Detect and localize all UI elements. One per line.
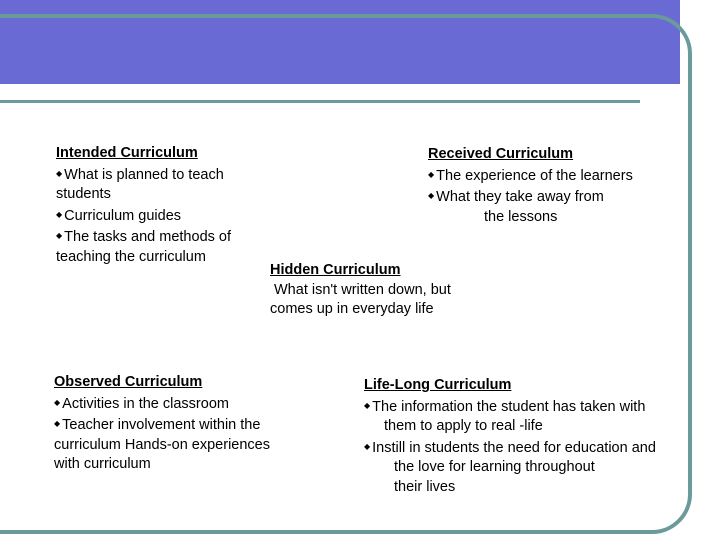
- received-curriculum-block: [428, 145, 633, 227]
- received-bullet-2: ◆ What they take away from: [428, 186, 633, 208]
- intended-curriculum-title: Intended Curriculum: [56, 145, 198, 161]
- intended-curriculum-block: [56, 144, 231, 267]
- hidden-curriculum-block: [270, 261, 451, 320]
- header-divider: [0, 100, 640, 103]
- lifelong-bullet-1-cont: them to apply to real -life: [384, 418, 543, 434]
- intended-bullet-3: ◆ The tasks and methods of: [56, 226, 231, 248]
- received-bullet-1: ◆ The experience of the learners: [428, 165, 633, 187]
- lifelong-curriculum-block: [364, 376, 656, 497]
- lifelong-bullet-2-cont-1: the love for learning throughout: [394, 459, 595, 475]
- lifelong-bullet-2: ◆ Instill in students the need for education and: [364, 437, 656, 459]
- header-divider-light: [0, 93, 640, 95]
- observed-curriculum-title: Observed Curriculum: [54, 374, 203, 390]
- lifelong-bullet-1: ◆ The information the student has taken with: [364, 396, 656, 418]
- lifelong-bullet-2-cont-2: their lives: [394, 478, 456, 495]
- observed-bullet-2-cont-1: curriculum Hands-on experiences: [54, 436, 270, 453]
- intended-bullet-1-cont: students: [56, 186, 111, 202]
- hidden-line-2: comes up in everyday life: [270, 301, 434, 317]
- observed-bullet-2-cont-2: with curriculum: [54, 456, 151, 472]
- observed-curriculum-block: [54, 373, 270, 475]
- intended-bullet-2: ◆ Curriculum guides: [56, 205, 231, 227]
- intended-bullet-1: ◆ What is planned to teach: [56, 164, 231, 186]
- hidden-line-1: What isn't written down, but: [274, 281, 451, 298]
- observed-bullet-1: ◆ Activities in the classroom: [54, 393, 270, 415]
- lifelong-curriculum-title: Life-Long Curriculum: [364, 377, 512, 393]
- hidden-curriculum-title: Hidden Curriculum: [270, 262, 401, 278]
- observed-bullet-2: ◆ Teacher involvement within the: [54, 414, 270, 436]
- received-curriculum-title: Received Curriculum: [428, 146, 574, 162]
- received-bullet-2-cont: the lessons: [484, 208, 558, 225]
- intended-bullet-3-cont: teaching the curriculum: [56, 248, 206, 265]
